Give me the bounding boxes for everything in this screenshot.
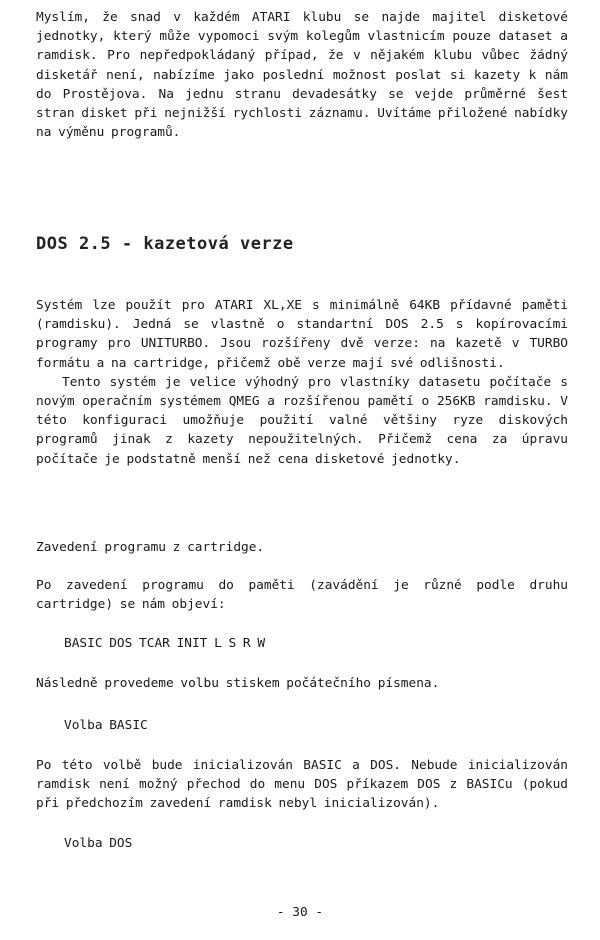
paragraph-system: Systém lze použít pro ATARI XL,XE s minimálně 64KB přídavné paměti (ramdisku). Jedná se vlastně o standartní DOS 2.5 s kopírovacími programy pro UNITURBO. Jsou rozšířeny dvě verze: na kazetě v TURBO formátu a na cartridge, přičemž obě verze mají své odlišnosti. bbox=[36, 298, 568, 371]
paragraph-choice: Následně provedeme volbu stiskem počátečního písmena. bbox=[36, 676, 440, 691]
paragraph-advantage: Tento systém je velice výhodný pro vlastníky datasetu počítače s novým operačním systémem QMEG a rozšířenou pamětí o 256KB ramdisku. V této konfiguraci umožňuje použití valné většiny ryze diskových programů jinak z kazety nepoužitelných. Přičemž cena za úpravu počítače je podstatně menší než cena disketové jednotky. bbox=[36, 374, 568, 467]
loading-label-block bbox=[36, 538, 568, 557]
system-block bbox=[36, 296, 568, 469]
option-basic: Volba BASIC bbox=[64, 718, 148, 733]
section-heading: DOS 2.5 - kazetová verze bbox=[36, 234, 294, 254]
choice-block bbox=[36, 674, 568, 693]
after-load-block bbox=[36, 576, 568, 614]
paragraph-after-load: Po zavedení programu do paměti (zavádění je různé podle druhu cartridge) se nám objeví: bbox=[36, 578, 568, 613]
section-heading-block bbox=[36, 234, 568, 254]
basic-paragraph-block bbox=[36, 756, 568, 814]
intro-block bbox=[36, 8, 568, 142]
label-loading: Zavedení programu z cartridge. bbox=[36, 540, 265, 555]
intro-paragraph: Myslím, že snad v každém ATARI klubu se najde majitel disketové jednotky, který může vypomoci svým kolegům vlastnicím pouze dataset a ramdisk. Pro nepředpokládaný případ, že v nějakém klubu vůbec žádný disketář není, nabízíme jako poslední možnost poslat si kazety k nám do Prostějova. Na jednu stranu devadesátky se vejde průměrné šest stran disket při nejnižší rychlosti záznamu. Uvítáme přiložené nabídky na výměnu programů. bbox=[36, 10, 568, 141]
option-dos: Volba DOS bbox=[64, 836, 133, 851]
paragraph-basic: Po této volbě bude inicializován BASIC a DOS. Nebude inicializován ramdisk není možný přechod do menu DOS příkazem DOS z BASICu (pokud při předchozím zavedení ramdisk nebyl inicializován). bbox=[36, 758, 568, 812]
menu-line: BASIC DOS TCAR INIT L S R W bbox=[64, 636, 266, 651]
option-basic-block bbox=[36, 716, 568, 735]
page-number: - 30 - bbox=[276, 905, 324, 920]
menu-line-block bbox=[36, 634, 568, 653]
option-dos-block bbox=[36, 834, 568, 853]
